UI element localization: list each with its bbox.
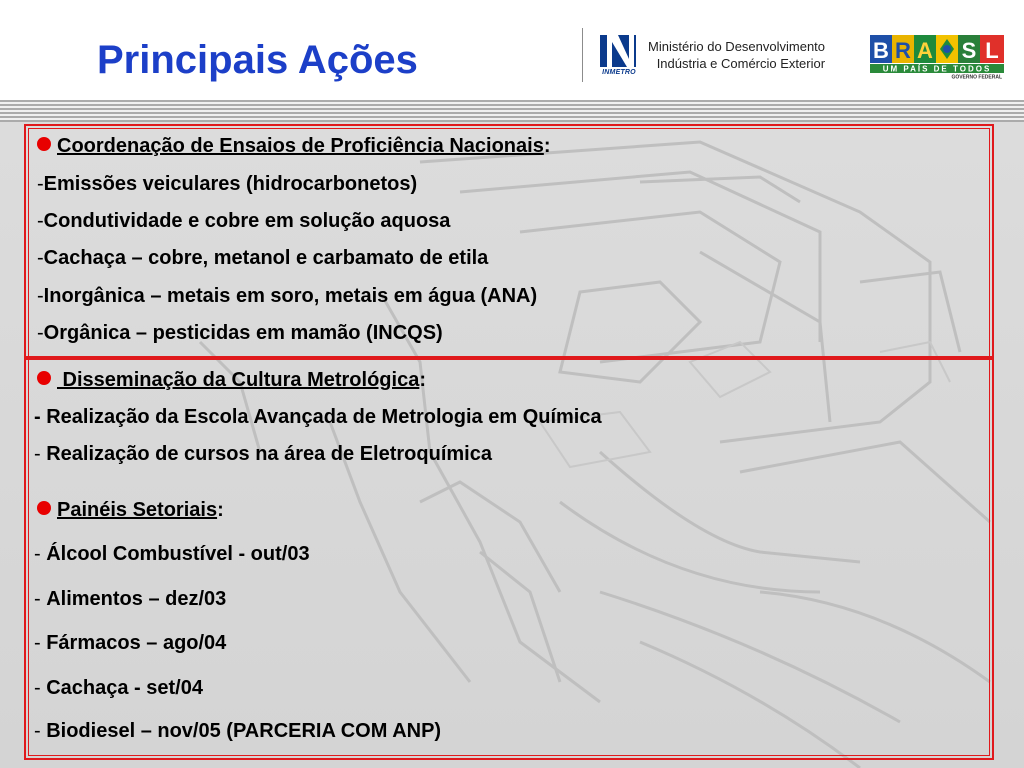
bullet-icon [37, 137, 51, 151]
svg-text:L: L [985, 38, 999, 63]
svg-text:R: R [895, 38, 911, 63]
list-item-text: Realização de cursos na área de Eletroquímica [46, 443, 492, 465]
heading-disseminacao-text: Disseminação da Cultura Metrológica [57, 369, 420, 391]
inmetro-logo [598, 33, 638, 79]
bullet-icon [37, 501, 51, 515]
list-item-text: Inorgânica – metais em soro, metais em água (ANA) [43, 285, 538, 307]
heading-coordenacao-text: Coordenação de Ensaios de Proficiência Nacionais [57, 135, 544, 157]
brasil-logo [870, 33, 1006, 79]
inmetro-mark-icon [598, 33, 638, 69]
list-item-text: Orgânica – pesticidas em mamão (INCQS) [43, 322, 443, 344]
slide-header [0, 0, 1024, 100]
svg-text:GOVERNO FEDERAL: GOVERNO FEDERAL [951, 74, 1002, 79]
list-item: -Cachaça – cobre, metanol e carbamato de etila [37, 247, 489, 269]
brasil-logo-graphic [870, 33, 1006, 79]
svg-text:UM PAÍS DE TODOS: UM PAÍS DE TODOS [882, 64, 992, 74]
list-item: - Alimentos – dez/03 [34, 588, 227, 610]
section-heading-coordenacao [37, 134, 551, 158]
heading-disseminacao-suffix: : [419, 369, 426, 391]
section-divider [24, 356, 994, 360]
list-item: - Realização de cursos na área de Eletroquímica [34, 443, 492, 465]
svg-text:S: S [961, 38, 977, 63]
heading-paineis-suffix: : [217, 499, 224, 521]
list-item: - Fármacos – ago/04 [34, 632, 227, 654]
section-heading-paineis [37, 498, 224, 522]
list-item: -Orgânica – pesticidas em mamão (INCQS) [37, 322, 443, 344]
section-heading-disseminacao [37, 368, 426, 392]
inmetro-label: INMETRO [602, 69, 636, 76]
ministry-name [648, 38, 825, 72]
list-item-text: Alimentos – dez/03 [46, 588, 227, 610]
slide-title: Principais Ações [97, 38, 418, 82]
list-item: -Emissões veiculares (hidrocarbonetos) [37, 173, 418, 195]
list-item-text: Emissões veiculares (hidrocarbonetos) [43, 173, 418, 195]
list-item-text: Biodiesel – nov/05 (PARCERIA COM ANP) [46, 720, 442, 742]
svg-text:A: A [917, 38, 933, 63]
list-item-text: Álcool Combustível - out/03 [46, 543, 310, 565]
header-stripe-band [0, 100, 1024, 122]
ministry-line-2: Indústria e Comércio Exterior [656, 56, 826, 71]
list-item: - Biodiesel – nov/05 (PARCERIA COM ANP) [34, 720, 442, 742]
heading-coordenacao-suffix: : [543, 135, 551, 157]
heading-paineis-text: Painéis Setoriais [57, 499, 218, 521]
list-item: - Álcool Combustível - out/03 [34, 543, 310, 565]
list-item-text: Cachaça - set/04 [46, 677, 203, 699]
list-item: -Inorgânica – metais em soro, metais em água (ANA) [37, 285, 538, 307]
logo-separator [582, 28, 583, 82]
bullet-icon [37, 371, 51, 385]
list-item: - Realização da Escola Avançada de Metrologia em Química [34, 406, 602, 428]
list-item-text: Fármacos – ago/04 [46, 632, 227, 654]
svg-text:B: B [873, 38, 889, 63]
list-item-text: Realização da Escola Avançada de Metrologia em Química [46, 406, 602, 428]
list-item-text: Cachaça – cobre, metanol e carbamato de etila [43, 247, 489, 269]
list-item-text: Condutividade e cobre em solução aquosa [43, 210, 451, 232]
list-item: - Cachaça - set/04 [34, 677, 203, 699]
ministry-line-1: Ministério do Desenvolvimento [648, 39, 826, 54]
list-item: -Condutividade e cobre em solução aquosa [37, 210, 451, 232]
